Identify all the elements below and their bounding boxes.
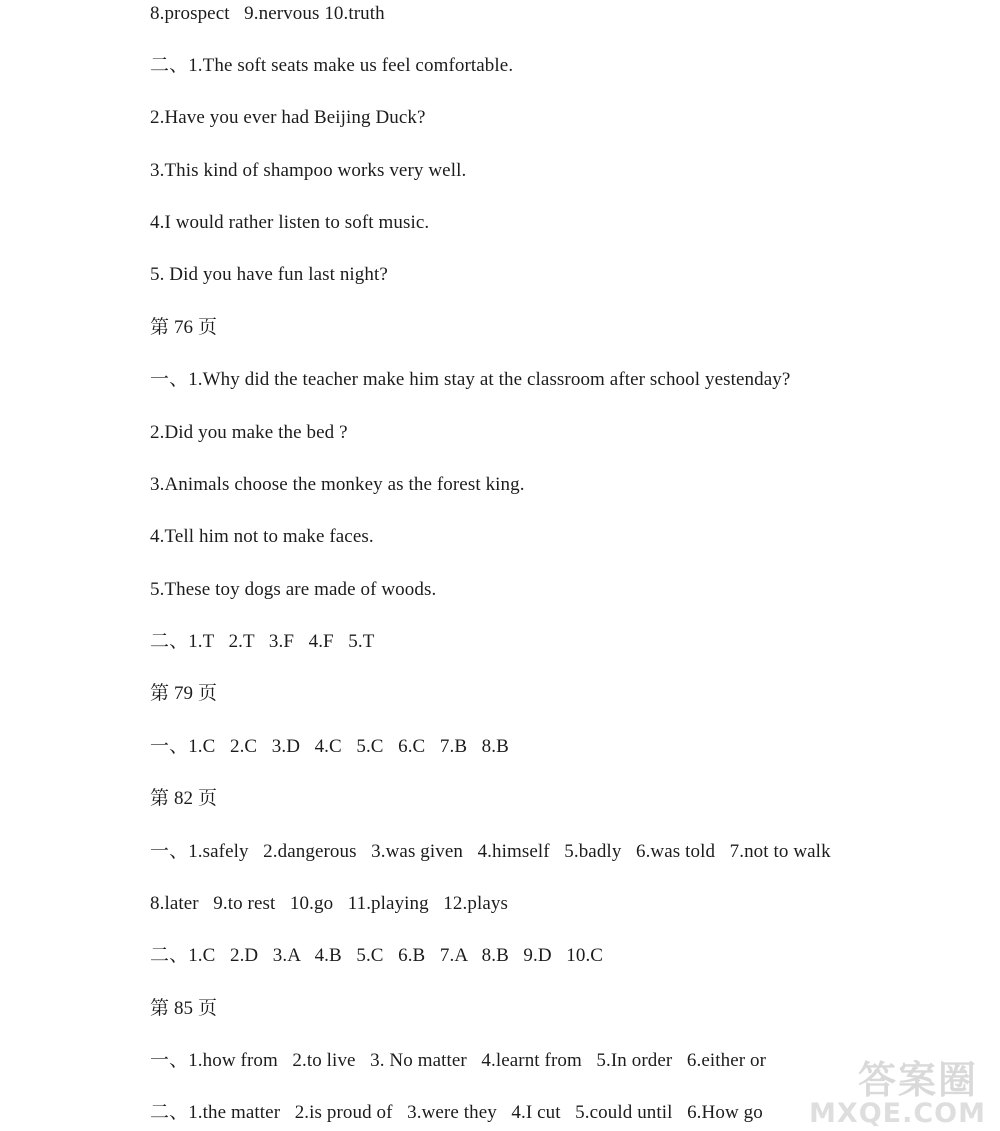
answer-line: 5.These toy dogs are made of woods. [150,579,437,600]
answer-line: 二、1.The soft seats make us feel comfortable. [150,55,514,76]
answer-line: 二、1.T 2.T 3.F 4.F 5.T [150,631,375,652]
answer-line: 2.Have you ever had Beijing Duck? [150,107,426,128]
answer-line: 8.prospect 9.nervous 10.truth [150,3,385,24]
watermark-text: 答案圈 [857,1058,978,1102]
page-heading: 第 76 页 [150,317,218,338]
answer-line: 二、1.C 2.D 3.A 4.B 5.C 6.B 7.A 8.B 9.D 10.C [150,945,604,966]
answer-line: 2.Did you make the bed ? [150,422,348,443]
answer-line: 一、1.C 2.C 3.D 4.C 5.C 6.C 7.B 8.B [150,736,509,757]
answer-line: 8.later 9.to rest 10.go 11.playing 12.plays [150,893,508,914]
answer-line: 3.Animals choose the monkey as the forest king. [150,474,525,495]
answer-line: 4.I would rather listen to soft music. [150,212,430,233]
answer-line: 二、1.the matter 2.is proud of 3.were they 4.I cut 5.could until 6.How go [150,1102,763,1123]
answer-line: 5. Did you have fun last night? [150,264,388,285]
page-heading: 第 82 页 [150,788,218,809]
watermark-logo [798,1049,988,1129]
page-heading: 第 85 页 [150,998,218,1019]
page-heading: 第 79 页 [150,683,218,704]
watermark-domain: MXQE.COM [809,1098,986,1129]
answer-line: 一、1.how from 2.to live 3. No matter 4.learnt from 5.In order 6.either or [150,1050,767,1071]
answer-line: 4.Tell him not to make faces. [150,526,374,547]
answer-line: 一、1.safely 2.dangerous 3.was given 4.himself 5.badly 6.was told 7.not to walk [150,841,831,862]
answer-line: 一、1.Why did the teacher make him stay at the classroom after school yestenday? [150,369,791,390]
answer-line: 3.This kind of shampoo works very well. [150,160,467,181]
